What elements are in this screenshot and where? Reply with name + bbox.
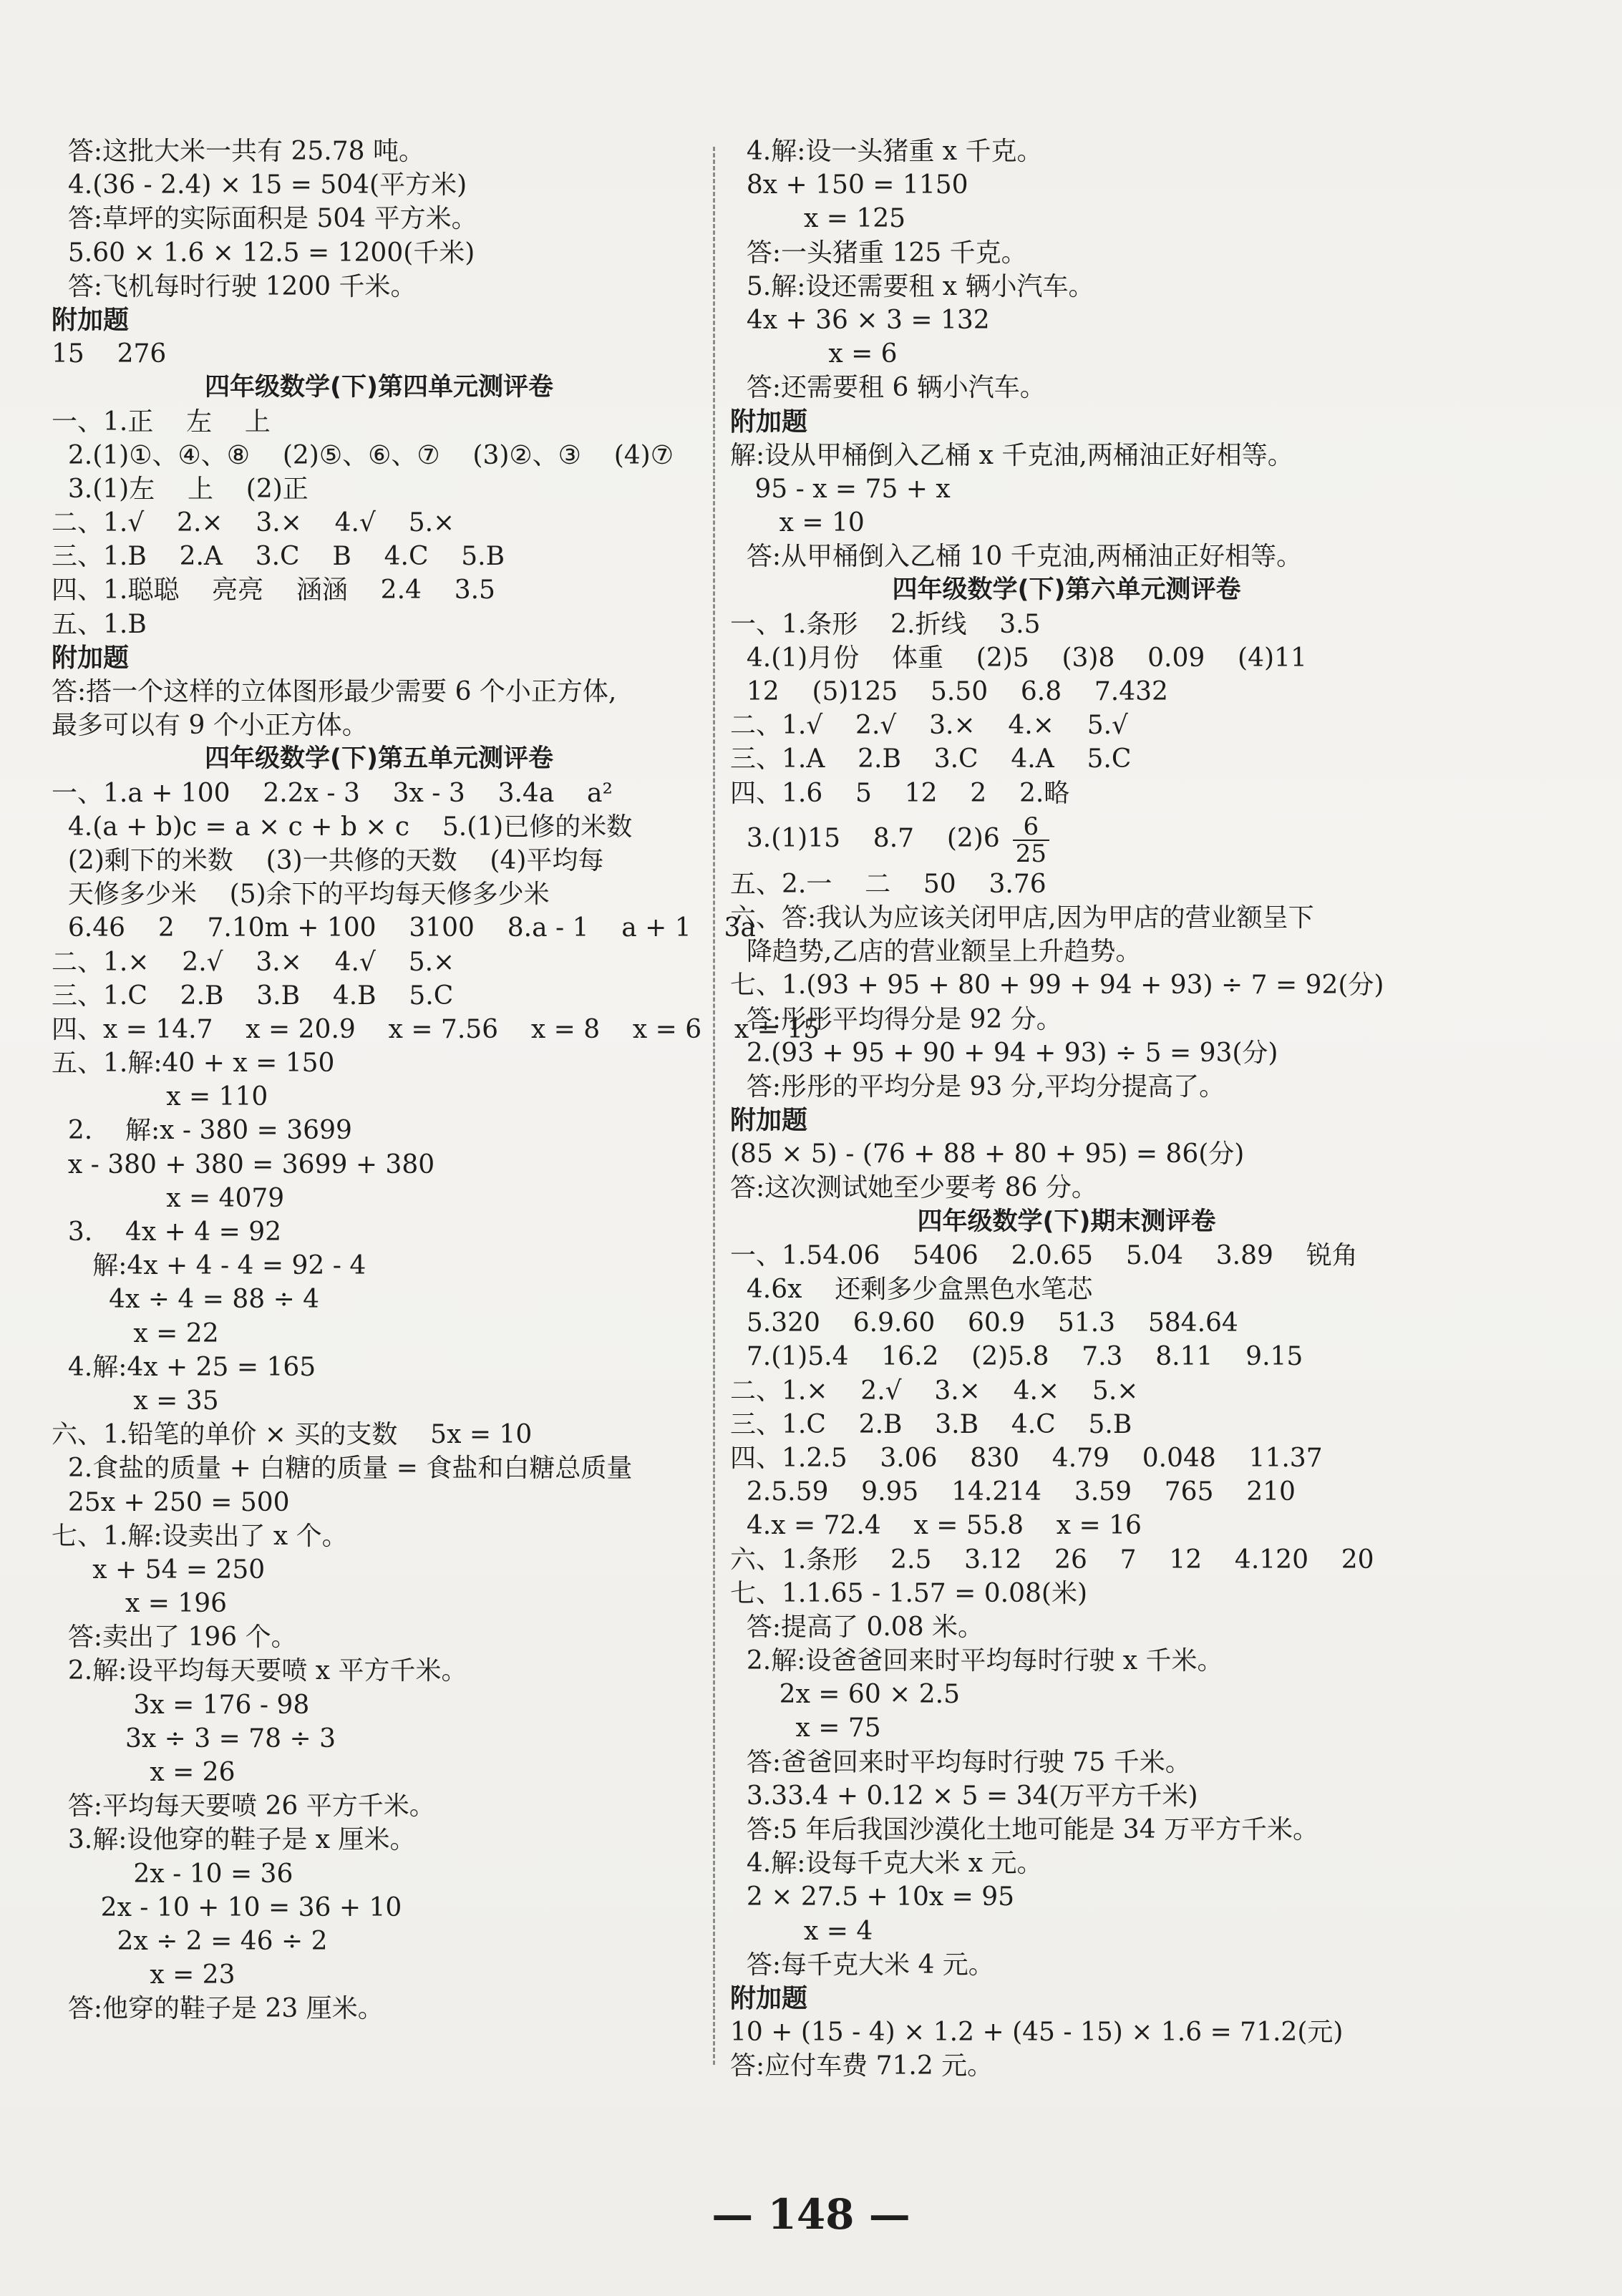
answer-text: 2x - 10 + 10 = 36 + 10 [52,1892,402,1922]
answer-line [52,573,706,607]
answer-text: (85 × 5) - (76 + 88 + 80 + 95) = 86(分) [730,1139,1245,1169]
answer-line [730,1813,1403,1847]
answer-line [52,1182,706,1215]
answer-text: 七、1.解:设卖出了 x 个。 [52,1521,348,1551]
answer-text: 一、1.条形 2.折线 3.5 [730,609,1041,639]
answer-text: 2.(93 + 95 + 90 + 94 + 93) ÷ 5 = 93(分) [730,1038,1278,1068]
answer-line [52,1789,706,1823]
answer-text: 2.解:设爸爸回来时平均每时行驶 x 千米。 [730,1646,1223,1676]
answer-text: 3. 4x + 4 = 92 [52,1217,282,1247]
answer-text: 四年级数学(下)期末测评卷 [917,1207,1216,1236]
answer-line [730,270,1403,303]
answer-line [730,1915,1403,1948]
answer-line [52,979,706,1013]
answer-text: 答:彤彤的平均分是 93 分,平均分提高了。 [730,1071,1225,1101]
answer-text: 2. 解:x - 380 = 3699 [52,1116,352,1146]
answer-line [730,1475,1403,1509]
answer-line [730,935,1403,968]
answer-text: 3.(1)15 8.7 (2)6 [730,823,1000,853]
answer-text: 一、1.正 左 上 [52,407,271,437]
answer-line [52,1418,706,1451]
answer-text: 2 × 27.5 + 10x = 95 [730,1882,1015,1912]
answer-text: 4.(36 - 2.4) × 15 = 504(平方米) [52,170,467,200]
answer-text: 二、1.× 2.√ 3.× 4.√ 5.× [52,947,455,977]
answer-text: 五、1.解:40 + x = 150 [52,1049,335,1079]
answer-text: 4.解:设每千克大米 x 元。 [730,1849,1043,1879]
answer-line [730,1678,1403,1711]
answer-text: 答:平均每天要喷 26 平方千米。 [52,1791,435,1821]
answer-line [730,1577,1403,1610]
answer-text: 2.食盐的质量 + 白糖的质量 = 食盐和白糖总质量 [52,1454,633,1484]
answer-line [730,1880,1403,1914]
answer-line [730,472,1403,506]
answer-text: 3x ÷ 3 = 78 ÷ 3 [52,1723,336,1753]
answer-line [52,1451,706,1485]
answer-line [730,1273,1403,1306]
answer-line [52,472,706,506]
answer-line [52,337,706,371]
answer-text: 二、1.× 2.√ 3.× 4.× 5.× [730,1376,1139,1406]
answer-text: 5.60 × 1.6 × 12.5 = 1200(千米) [52,238,475,268]
answer-line [52,168,706,202]
answer-line [52,1891,706,1925]
answer-text: 附加题 [730,1983,808,2013]
answer-text: 五、2.一 二 50 3.76 [730,869,1046,899]
answer-line [52,135,706,168]
answer-text: 4.x = 72.4 x = 55.8 x = 16 [730,1511,1142,1541]
answer-text: 七、1.1.65 - 1.57 = 0.08(米) [730,1578,1088,1608]
answer-line [730,540,1403,573]
answer-line [730,1070,1403,1104]
page-number: — 148 — [712,2190,910,2239]
answer-line [730,1746,1403,1779]
answer-text: 15 276 [52,339,167,369]
answer-line [730,1509,1403,1542]
answer-text: 2.解:设平均每天要喷 x 平方千米。 [52,1656,467,1686]
answer-line [52,540,706,573]
answer-text: 四、x = 14.7 x = 20.9 x = 7.56 x = 8 x = 6 x = 15 [52,1014,820,1044]
answer-text: 25x + 250 = 500 [52,1487,290,1517]
answer-text: x = 196 [52,1589,228,1619]
answer-text: 答:草坪的实际面积是 504 平方米。 [52,204,477,234]
answer-text: 3x = 176 - 98 [52,1690,310,1720]
answer-text: 三、1.C 2.B 3.B 4.B 5.C [52,981,454,1011]
answer-text: 天修多少米 (5)余下的平均每天修多少米 [52,880,550,910]
answer-text: x - 380 + 380 = 3699 + 380 [52,1149,435,1179]
answer-line [52,1587,706,1620]
answer-text: 答:每千克大米 4 元。 [730,1950,994,1980]
answer-text: 12 (5)125 5.50 6.8 7.432 [730,677,1168,706]
answer-text: 答:他穿的鞋子是 23 厘米。 [52,1994,384,2024]
fraction-numerator: 6 [1013,814,1049,841]
answer-text: x = 75 [730,1713,881,1743]
answer-text: 四、1.6 5 12 2 2.略 [730,778,1070,808]
answer-text: 答:从甲桶倒入乙桶 10 千克油,两桶油正好相等。 [730,542,1303,572]
fraction-denominator: 25 [1015,839,1046,868]
bonus-heading [730,1982,1403,2015]
answer-text: 答:这次测试她至少要考 86 分。 [730,1173,1097,1203]
answer-line [52,1823,706,1857]
answer-text: 5.解:设还需要租 x 辆小汽车。 [730,271,1094,301]
answer-line [52,1486,706,1519]
answer-line [730,810,1403,867]
answer-line [52,1013,820,1046]
answer-line [52,1351,706,1384]
answer-text: 降趋势,乙店的营业额呈上升趋势。 [730,937,1142,967]
answer-line [52,1958,706,1992]
answer-text: 四年级数学(下)第五单元测评卷 [205,744,553,774]
answer-line [52,1148,706,1182]
answer-line [52,1925,706,1958]
answer-line [52,1384,706,1418]
answer-line [730,1779,1403,1813]
answer-text: 答:彤彤平均得分是 92 分。 [730,1004,1062,1034]
answer-text: 三、1.B 2.A 3.C B 4.C 5.B [52,542,505,572]
answer-text: 答:飞机每时行驶 1200 千米。 [52,271,417,301]
answer-line [730,506,1403,540]
section-title [52,742,706,776]
answer-text: x = 23 [52,1960,235,1990]
answer-line [730,236,1403,270]
answer-line [730,1644,1403,1678]
answer-text: 3.(1)左 上 (2)正 [52,474,309,504]
section-title [52,371,706,404]
answer-text: 8x + 150 = 1150 [730,170,968,200]
answer-line [730,1036,1403,1070]
answer-line [730,709,1403,742]
answer-line [52,1080,706,1114]
answer-line [730,777,1403,810]
answer-line [730,968,1403,1002]
answer-line [52,270,706,303]
answer-line [52,439,706,472]
answer-text: x = 125 [730,204,906,234]
answer-line [52,1046,706,1080]
answer-line [52,877,706,911]
answer-line [730,1171,1403,1205]
answer-line [52,1249,706,1283]
answer-text: 5.320 6.9.60 60.9 51.3 584.64 [730,1308,1238,1338]
answer-text: (2)剩下的米数 (3)一共修的天数 (4)平均每 [52,845,604,875]
answer-text: x = 4 [730,1916,873,1946]
answer-text: 解:设从甲桶倒入乙桶 x 千克油,两桶油正好相等。 [730,440,1293,470]
answer-line [52,1857,706,1891]
answer-line [730,1374,1403,1408]
answer-line [730,1408,1403,1441]
answer-text: 答:搭一个这样的立体图形最少需要 6 个小正方体, [52,677,617,706]
answer-text: 六、答:我认为应该关闭甲店,因为甲店的营业额呈下 [730,903,1314,933]
answer-text: 4x + 36 × 3 = 132 [730,305,990,335]
answer-line [730,1137,1403,1171]
answer-text: 四、1.聪聪 亮亮 涵涵 2.4 3.5 [52,575,495,605]
answer-line [52,608,706,641]
answer-text: 四、1.2.5 3.06 830 4.79 0.048 11.37 [730,1443,1323,1473]
answer-line [52,1114,706,1147]
answer-text: x = 10 [730,508,865,538]
answer-text: 答:这批大米一共有 25.78 吨。 [52,137,424,166]
answer-line [730,2049,1403,2083]
answer-text: x = 26 [52,1758,235,1787]
answer-text: x + 54 = 250 [52,1555,266,1585]
bonus-heading [730,1104,1403,1137]
answer-text: 解:4x + 4 - 4 = 92 - 4 [52,1251,366,1281]
right-column [730,135,1403,2083]
answer-text: 六、1.铅笔的单价 × 买的支数 5x = 10 [52,1420,533,1450]
column-divider [713,147,715,2065]
answer-text: 三、1.A 2.B 3.C 4.A 5.C [730,744,1132,774]
answer-line [730,439,1403,472]
answer-line [52,1992,706,2025]
answer-text: 10 + (15 - 4) × 1.2 + (45 - 15) × 1.6 = 71.2(元) [730,2018,1344,2048]
answer-line [52,506,706,540]
section-title [730,1205,1403,1239]
answer-line [730,1340,1403,1373]
answer-line [52,405,706,439]
answer-text: 4x ÷ 4 = 88 ÷ 4 [52,1285,320,1315]
answer-text: 一、1.a + 100 2.2x - 3 3x - 3 3.4a a² [52,778,613,808]
answer-line [730,742,1403,776]
bonus-heading [52,303,706,337]
answer-line [730,867,1403,901]
answer-text: 最多可以有 9 个小正方体。 [52,711,368,741]
answer-line [730,1306,1403,1340]
answer-text: 2.5.59 9.95 14.214 3.59 765 210 [730,1477,1296,1507]
answer-line [730,2015,1403,2049]
answer-text: 6.46 2 7.10m + 100 3100 8.a - 1 a + 1 3a [52,913,756,943]
answer-line [730,1948,1403,1982]
answer-line [52,1283,706,1316]
answer-line [730,1441,1403,1475]
answer-line [730,202,1403,235]
answer-line [52,1519,706,1553]
answer-text: 4.解:4x + 25 = 165 [52,1352,316,1382]
answer-text: 答:爸爸回来时平均每时行驶 75 千米。 [730,1747,1191,1777]
answer-line [730,1847,1403,1880]
bonus-heading [730,405,1403,439]
answer-text: 4.(a + b)c = a × c + b × c 5.(1)已修的米数 [52,812,633,842]
answer-text: x = 110 [52,1082,268,1112]
answer-line [52,1620,706,1654]
answer-line [52,202,706,235]
answer-text: 七、1.(93 + 95 + 80 + 99 + 94 + 93) ÷ 7 = 92(分) [730,971,1384,1001]
answer-text: 一、1.54.06 5406 2.0.65 5.04 3.89 锐角 [730,1240,1358,1270]
answer-line [52,1553,706,1587]
answer-line [730,608,1403,641]
answer-text: 4.6x 还剩多少盒黑色水笔芯 [730,1275,1093,1304]
section-title [730,573,1403,607]
answer-line [730,1610,1403,1644]
answer-line [730,168,1403,202]
answer-text: 2x = 60 × 2.5 [730,1680,961,1710]
answer-text: 4.解:设一头猪重 x 千克。 [730,137,1043,166]
answer-text: 附加题 [52,304,130,335]
answer-text: 答:应付车费 71.2 元。 [730,2051,994,2081]
answer-line [730,371,1403,404]
answer-text: 附加题 [52,642,130,673]
answer-line [730,303,1403,337]
fraction [1013,814,1049,867]
answer-text: 五、1.B [52,609,147,639]
answer-text: 四年级数学(下)第四单元测评卷 [205,373,553,402]
answer-text: 3.解:设他穿的鞋子是 x 厘米。 [52,1825,416,1855]
answer-text: 95 - x = 75 + x [730,474,951,504]
answer-text: 六、1.条形 2.5 3.12 26 7 12 4.120 20 [730,1545,1374,1575]
answer-text: x = 6 [730,339,898,369]
answer-line [52,1317,706,1351]
answer-line [52,675,706,709]
answer-line [52,1654,706,1688]
answer-line [730,135,1403,168]
answer-text: 4.(1)月份 体重 (2)5 (3)8 0.09 (4)11 [730,643,1307,673]
answer-text: x = 4079 [52,1183,285,1213]
answer-line [52,844,706,877]
answer-line [730,641,1403,675]
answer-line [730,901,1403,935]
answer-line [52,777,706,810]
answer-text: x = 22 [52,1318,219,1348]
answer-line [730,1239,1403,1273]
answer-line [730,337,1403,371]
answer-text: 答:还需要租 6 辆小汽车。 [730,373,1046,403]
answer-text: 答:一头猪重 125 千克。 [730,238,1027,268]
answer-text: 2x ÷ 2 = 46 ÷ 2 [52,1926,328,1956]
answer-text: 附加题 [730,1105,808,1136]
answer-line [52,1688,706,1722]
answer-line [52,1756,706,1789]
answer-text: 附加题 [730,406,808,437]
answer-text: 2x - 10 = 36 [52,1859,293,1889]
answer-text: 答:5 年后我国沙漠化土地可能是 34 万平方千米。 [730,1815,1319,1844]
answer-line [52,911,756,945]
answer-line [730,1003,1403,1036]
answer-text: 7.(1)5.4 16.2 (2)5.8 7.3 8.11 9.15 [730,1342,1303,1372]
answer-text: 二、1.√ 2.× 3.× 4.√ 5.× [52,508,455,538]
answer-text: 2.(1)①、④、⑧ (2)⑤、⑥、⑦ (3)②、③ (4)⑦ [52,440,674,470]
answer-line [52,945,706,979]
answer-line [52,1722,706,1756]
answer-text: 3.33.4 + 0.12 × 5 = 34(万平方千米) [730,1781,1198,1811]
answer-text: 三、1.C 2.B 3.B 4.C 5.B [730,1409,1132,1439]
answer-text: 答:提高了 0.08 米。 [730,1612,984,1642]
answer-line [730,1711,1403,1745]
answer-line [52,1215,706,1249]
answer-text: x = 35 [52,1386,219,1416]
answer-line [730,1543,1403,1577]
answer-line [52,709,706,742]
answer-line [730,675,1403,709]
bonus-heading [52,641,706,675]
answer-text: 答:卖出了 196 个。 [52,1623,297,1653]
answer-line [52,810,706,844]
answer-text: 四年级数学(下)第六单元测评卷 [892,575,1241,605]
answer-text: 二、1.√ 2.√ 3.× 4.× 5.√ [730,711,1128,741]
answer-line [52,236,706,270]
